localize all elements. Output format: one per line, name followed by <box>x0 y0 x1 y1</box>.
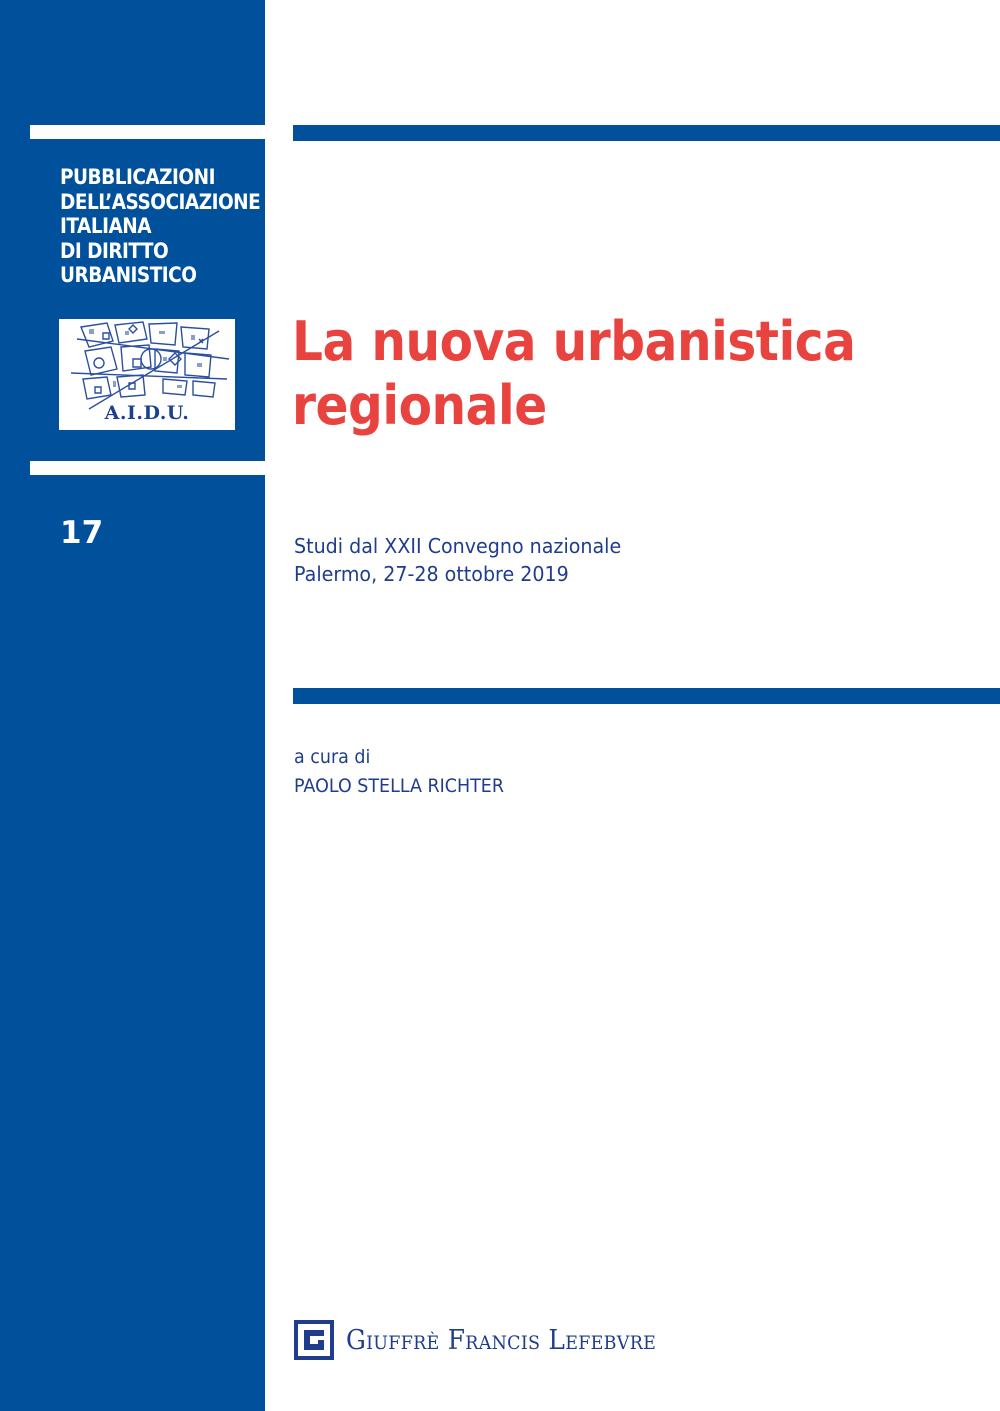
aidu-logo-text: A.I.D.U. <box>104 402 190 424</box>
main-top-rule <box>293 125 1000 141</box>
cover-spine-panel <box>0 0 265 1411</box>
book-subtitle <box>294 532 621 588</box>
publisher-name: Giuffrè Francis Lefebvre <box>346 1324 657 1356</box>
spine-bottom-rule <box>30 461 265 475</box>
spine-top-rule <box>30 125 265 139</box>
series-title-line: PUBBLICAZIONI <box>60 165 215 190</box>
book-title-line: La nuova urbanistica <box>292 310 856 373</box>
publisher-imprint <box>294 1320 683 1360</box>
series-title-line: URBANISTICO <box>60 263 197 288</box>
subtitle-line: Studi dal XXII Convegno nazionale <box>294 534 622 558</box>
editor-credit <box>294 743 504 801</box>
subtitle-line: Palermo, 27-28 ottobre 2019 <box>294 562 569 586</box>
book-title-line: regionale <box>292 374 547 437</box>
series-title <box>60 165 261 289</box>
editor-label: a cura di <box>294 746 371 768</box>
volume-number: 17 <box>60 515 104 551</box>
publisher-g-mark-icon <box>294 1320 334 1360</box>
editor-name: PAOLO STELLA RICHTER <box>294 775 505 797</box>
book-title <box>292 310 855 438</box>
main-middle-rule <box>293 688 1000 704</box>
aidu-logo <box>59 319 235 430</box>
series-title-line: DELL’ASSOCIAZIONE <box>60 189 261 215</box>
series-title-line: DI DIRITTO <box>60 238 169 264</box>
series-title-line: ITALIANA <box>60 214 151 239</box>
